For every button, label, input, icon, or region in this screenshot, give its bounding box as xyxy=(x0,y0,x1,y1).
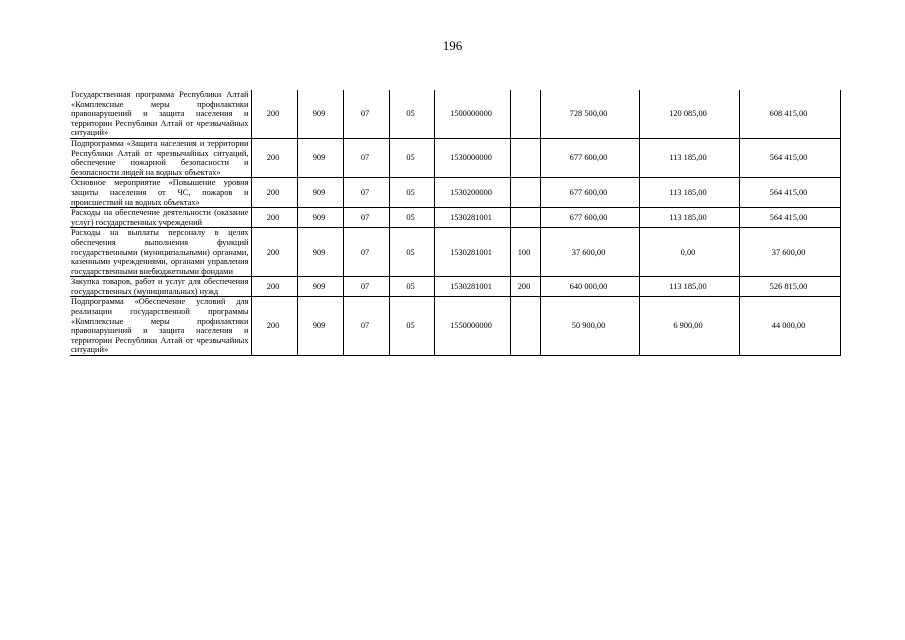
expense-type-cell xyxy=(510,178,540,208)
target-article-cell: 1530281001 xyxy=(434,277,510,297)
regional-amount-cell: 526 815,00 xyxy=(739,277,840,297)
target-article-cell: 1500000000 xyxy=(434,90,510,138)
expense-type-cell xyxy=(510,208,540,228)
subsection-code-cell: 05 xyxy=(389,208,434,228)
subsection-code-cell: 05 xyxy=(389,277,434,297)
admin-code-cell: 200 xyxy=(251,297,297,356)
target-article-cell: 1530200000 xyxy=(434,178,510,208)
total-amount-cell: 677 600,00 xyxy=(540,208,639,228)
ministry-code-cell: 909 xyxy=(297,178,343,208)
federal-amount-cell: 0,00 xyxy=(639,228,739,277)
subsection-code-cell: 05 xyxy=(389,90,434,138)
admin-code-cell: 200 xyxy=(251,208,297,228)
section-code-cell: 07 xyxy=(343,138,389,177)
ministry-code-cell: 909 xyxy=(297,138,343,177)
ministry-code-cell: 909 xyxy=(297,277,343,297)
section-code-cell: 07 xyxy=(343,228,389,277)
federal-amount-cell: 6 900,00 xyxy=(639,297,739,356)
federal-amount-cell: 113 185,00 xyxy=(639,178,739,208)
table-row xyxy=(70,208,840,228)
regional-amount-cell: 608 415,00 xyxy=(739,90,840,138)
target-article-cell: 1550000000 xyxy=(434,297,510,356)
expense-type-cell xyxy=(510,90,540,138)
table-row xyxy=(70,178,840,208)
regional-amount-cell: 564 415,00 xyxy=(739,208,840,228)
expense-type-cell xyxy=(510,138,540,177)
target-article-cell: 1530281001 xyxy=(434,228,510,277)
table-row xyxy=(70,228,840,277)
ministry-code-cell: 909 xyxy=(297,90,343,138)
regional-amount-cell: 37 600,00 xyxy=(739,228,840,277)
admin-code-cell: 200 xyxy=(251,138,297,177)
subsection-code-cell: 05 xyxy=(389,178,434,208)
target-article-cell: 1530281001 xyxy=(434,208,510,228)
regional-amount-cell: 564 415,00 xyxy=(739,138,840,177)
federal-amount-cell: 113 185,00 xyxy=(639,277,739,297)
target-article-cell: 1530000000 xyxy=(434,138,510,177)
section-code-cell: 07 xyxy=(343,90,389,138)
subsection-code-cell: 05 xyxy=(389,297,434,356)
ministry-code-cell: 909 xyxy=(297,297,343,356)
total-amount-cell: 677 600,00 xyxy=(540,138,639,177)
subsection-code-cell: 05 xyxy=(389,228,434,277)
table-body xyxy=(70,90,840,356)
total-amount-cell: 50 900,00 xyxy=(540,297,639,356)
section-code-cell: 07 xyxy=(343,297,389,356)
page-number: 196 xyxy=(442,38,463,53)
expense-type-cell: 200 xyxy=(510,277,540,297)
row-name-cell: Подпрограмма «Защита населения и территории Республики Алтай от чрезвычайных ситуаций, обеспечение пожарной безопасности и безопасности людей на водных объектах» xyxy=(70,138,251,177)
section-code-cell: 07 xyxy=(343,178,389,208)
federal-amount-cell: 120 085,00 xyxy=(639,90,739,138)
admin-code-cell: 200 xyxy=(251,178,297,208)
row-name-cell: Закупка товаров, работ и услуг для обеспечения государственных (муниципальных) нужд xyxy=(70,277,251,297)
ministry-code-cell: 909 xyxy=(297,228,343,277)
row-name-cell: Государственная программа Республики Алтай «Комплексные меры профилактики правонарушений и защита населения и территории Республики Алтай от чрезвычайных ситуаций» xyxy=(70,90,251,138)
row-name-cell: Основное мероприятие «Повышение уровня защиты населения от ЧС, пожаров и происшествий на водных объектах» xyxy=(70,178,251,208)
expense-type-cell xyxy=(510,297,540,356)
section-code-cell: 07 xyxy=(343,208,389,228)
total-amount-cell: 728 500,00 xyxy=(540,90,639,138)
total-amount-cell: 640 000,00 xyxy=(540,277,639,297)
table-row xyxy=(70,90,840,138)
row-name-cell: Расходы на обеспечение деятельности (оказание услуг) государственных учреждений xyxy=(70,208,251,228)
row-name-cell: Подпрограмма «Обеспечение условий для реализации государственной программы «Комплексные меры профилактики правонарушений и защита населения и территории Республики Алтай от чрезвычайных ситуаций» xyxy=(70,297,251,356)
admin-code-cell: 200 xyxy=(251,90,297,138)
table-row xyxy=(70,138,840,177)
table-row xyxy=(70,297,840,356)
admin-code-cell: 200 xyxy=(251,277,297,297)
table-row xyxy=(70,277,840,297)
regional-amount-cell: 44 000,00 xyxy=(739,297,840,356)
total-amount-cell: 37 600,00 xyxy=(540,228,639,277)
regional-amount-cell: 564 415,00 xyxy=(739,178,840,208)
federal-amount-cell: 113 185,00 xyxy=(639,138,739,177)
section-code-cell: 07 xyxy=(343,277,389,297)
subsection-code-cell: 05 xyxy=(389,138,434,177)
expense-type-cell: 100 xyxy=(510,228,540,277)
budget-table xyxy=(70,90,841,356)
admin-code-cell: 200 xyxy=(251,228,297,277)
total-amount-cell: 677 600,00 xyxy=(540,178,639,208)
row-name-cell: Расходы на выплаты персоналу в целях обеспечения выполнения функций государственными (муниципальными) органами, казенными учреждениями, органами управления государственными внебюджетными фондами xyxy=(70,228,251,277)
federal-amount-cell: 113 185,00 xyxy=(639,208,739,228)
ministry-code-cell: 909 xyxy=(297,208,343,228)
